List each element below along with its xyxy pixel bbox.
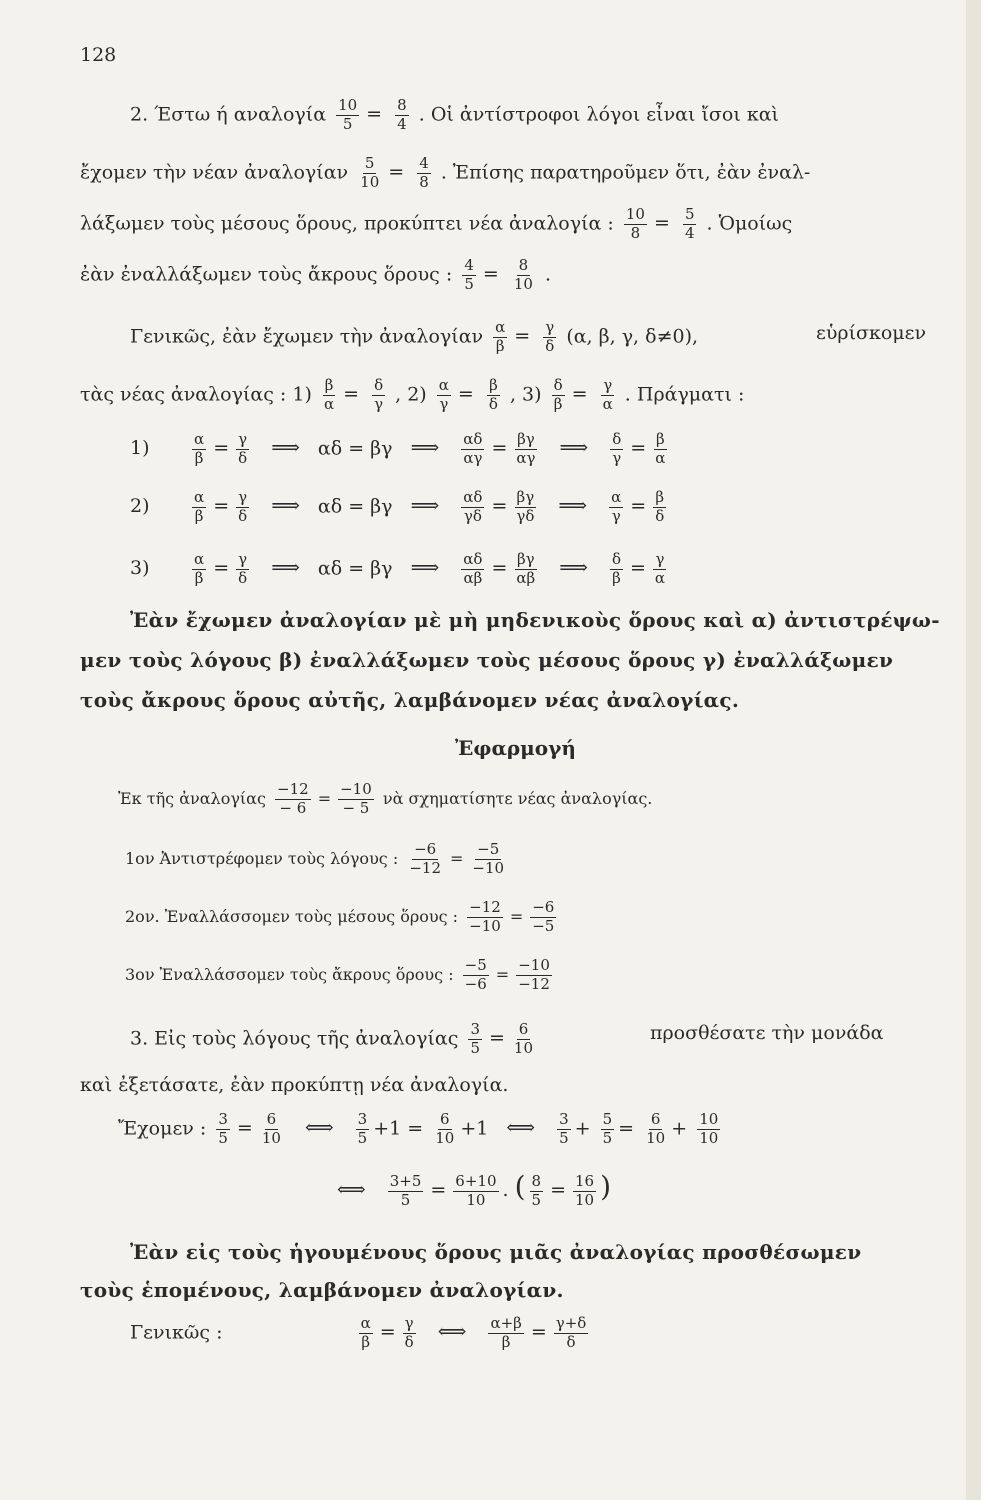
application-step1: 1ον Ἀντιστρέφομεν τοὺς λόγους : $\frac{-6}{-12}$ = $\frac{-5}{-10}$ [125,840,505,877]
fraction: $\frac{10}{5}$ [338,96,358,133]
p2-line5-end: εὑρίσκομεν [816,322,927,344]
fraction: $\frac{\delta}{\beta}$ [553,376,563,413]
fraction: $\frac{\beta}{\alpha}$ [323,376,335,413]
rule1-line2: μεν τοὺς λόγους β) ἐναλλάξωμεν τοὺς μέσους ὅρους γ) ἐναλλάξωμεν [80,648,894,672]
p2-line1: 2. Έστω ή αναλογία $\frac{10}{5}$ = $\frac{8}{4}$ . Οἱ ἀντίστροφοι λόγοι εἶναι ἴσοι καὶ [130,96,779,133]
application-title: Ἐφαρμογή [455,736,576,760]
iff-arrow-icon: ⟺ [304,1115,334,1140]
derivation-row-1: 1) $\frac{\alpha}{\beta}$ = $\frac{\gamma}{\delta}$ ⟹ αδ = βγ ⟹ $\frac{\alpha\delta}{\alpha\gamma}$ = $\frac{\beta\gamma}{\alpha\gamma}$ ⟹ $\frac{\delta}{\gamma}$ = $\frac{\beta}{\alpha}$ [130,430,666,467]
fraction: $\frac{4}{8}$ [419,154,429,191]
implies-arrow-icon: ⟹ [559,435,589,460]
general-formula: Γενικῶς : $\frac{\alpha}{\beta}$ = $\frac{\gamma}{\delta}$ ⟺ $\frac{\alpha+\beta}{\beta}$ = $\frac{\gamma+\delta}{\delta}$ [130,1314,587,1351]
rule1-line1: Ἐὰν ἔχωμεν ἀναλογίαν μὲ μὴ μηδενικοὺς ὅρους καὶ α) ἀντιστρέψω- [130,608,940,632]
implies-arrow-icon: ⟹ [410,435,440,460]
implies-arrow-icon: ⟹ [271,493,300,518]
application-step3: 3ον Ἐναλλάσσομεν τοὺς ἄκρους ὅρους : $\frac{-5}{-6}$ = $\frac{-10}{-12}$ [125,956,550,993]
iff-arrow-icon: ⟺ [437,1319,467,1344]
page-edge [966,0,981,1500]
fraction: $\frac{\gamma}{\delta}$ [545,318,555,355]
fraction: $\frac{\delta}{\gamma}$ [374,376,384,413]
p3-line1: 3. Εἰς τοὺς λόγους τῆς ἀναλογίας $\frac{3}{5}$ = $\frac{6}{10}$ [130,1020,534,1057]
implies-arrow-icon: ⟹ [271,435,300,460]
p3-line2: καὶ ἐξετάσατε, ἐὰν προκύπτῃ νέα ἀναλογία. [80,1074,509,1096]
p3-line1-end: προσθέσατε τὴν μονάδα [650,1022,884,1044]
fraction: $\frac{4}{5}$ [464,256,474,293]
p3-line4: ⟺ $\frac{3+5}{5}$ = $\frac{6+10}{10}$ . ( $\frac{8}{5}$ = $\frac{16}{10}$ ) [337,1170,612,1209]
p3-line3: Ἔχομεν : $\frac{3}{5}$ = $\frac{6}{10}$ ⟺ $\frac{3}{5}$ +1 = $\frac{6}{10}$ +1 ⟺ $\frac{3}{5}$ + $\frac{5}{5}$ = $\frac{6}{10}$ + $\frac{10}{10}$ [118,1110,719,1147]
iff-arrow-icon: ⟺ [506,1115,536,1140]
rule2-line1: Ἐὰν εἰς τοὺς ἡγουμένους ὅρους μιᾶς ἀναλογίας προσθέσωμεν [130,1240,862,1264]
fraction: $\frac{10}{8}$ [625,205,645,242]
p2-line6: τὰς νέας ἀναλογίας : 1) $\frac{\beta}{\alpha}$ = $\frac{\delta}{\gamma}$ , 2) $\frac{\alpha}{\gamma}$ = $\frac{\beta}{\delta}$ , 3) $\frac{\delta}{\beta}$ = $\frac{\gamma}{\alpha}$ . Πράγματι : [80,376,745,413]
p2-line2: ἔχομεν τὴν νέαν ἀναλογίαν $\frac{5}{10}$ = $\frac{4}{8}$ . Ἐπίσης παρατηροῦμεν ὅτι, ἐὰν ἐναλ- [80,154,811,191]
implies-arrow-icon: ⟹ [271,555,300,580]
fraction: $\frac{8}{4}$ [397,96,407,133]
iff-arrow-icon: ⟺ [337,1177,366,1201]
fraction: $\frac{\alpha}{\gamma}$ [438,376,449,413]
implies-arrow-icon: ⟹ [410,493,440,518]
p2-line4: ἐὰν ἐναλλάξωμεν τοὺς ἄκρους ὅρους : $\frac{4}{5}$ = $\frac{8}{10}$ . [80,256,552,293]
derivation-row-2: 2) $\frac{\alpha}{\beta}$ = $\frac{\gamma}{\delta}$ ⟹ αδ = βγ ⟹ $\frac{\alpha\delta}{\gamma\delta}$ = $\frac{\beta\gamma}{\gamma\delta}$ ⟹ $\frac{\alpha}{\gamma}$ = $\frac{\beta}{\delta}$ [130,488,665,525]
p2-line3: λάξωμεν τοὺς μέσους ὅρους, προκύπτει νέα ἀναλογία : $\frac{10}{8}$ = $\frac{5}{4}$ . Ὁμοίως [80,205,793,242]
derivation-row-3: 3) $\frac{\alpha}{\beta}$ = $\frac{\gamma}{\delta}$ ⟹ αδ = βγ ⟹ $\frac{\alpha\delta}{\alpha\beta}$ = $\frac{\beta\gamma}{\alpha\beta}$ ⟹ $\frac{\delta}{\beta}$ = $\frac{\gamma}{\alpha}$ [130,550,666,587]
fraction: $\frac{5}{10}$ [360,154,380,191]
p2-line5: Γενικῶς, ἐὰν ἔχωμεν τὴν ἀναλογίαν $\frac{\alpha}{\beta}$ = $\frac{\gamma}{\delta}$ (α, β, γ, δ≠0), [130,318,699,355]
application-intro: Ἐκ τῆς ἀναλογίας $\frac{-12}{- 6}$ = $\frac{-10}{- 5}$ νὰ σχηματίσητε νέας ἀναλογίας. [118,780,653,817]
fraction: $\frac{8}{10}$ [513,256,533,293]
application-step2: 2ον. Ἐναλλάσσομεν τοὺς μέσους ὅρους : $\frac{-12}{-10}$ = $\frac{-6}{-5}$ [125,898,555,935]
implies-arrow-icon: ⟹ [558,493,588,518]
fraction: $\frac{\beta}{\delta}$ [488,376,498,413]
fraction: $\frac{5}{4}$ [684,205,695,242]
implies-arrow-icon: ⟹ [559,555,588,580]
implies-arrow-icon: ⟹ [410,555,440,580]
fraction: $\frac{\alpha}{\beta}$ [495,318,506,355]
rule1-line3: τοὺς ἄκρους ὅρους αὐτῆς, λαμβάνομεν νέας ἀναλογίας. [80,688,740,712]
fraction: $\frac{\gamma}{\alpha}$ [602,376,613,413]
rule2-line2: τοὺς ἑπομένους, λαμβάνομεν ἀναλογίαν. [80,1278,564,1302]
page-number: 128 [80,44,117,66]
